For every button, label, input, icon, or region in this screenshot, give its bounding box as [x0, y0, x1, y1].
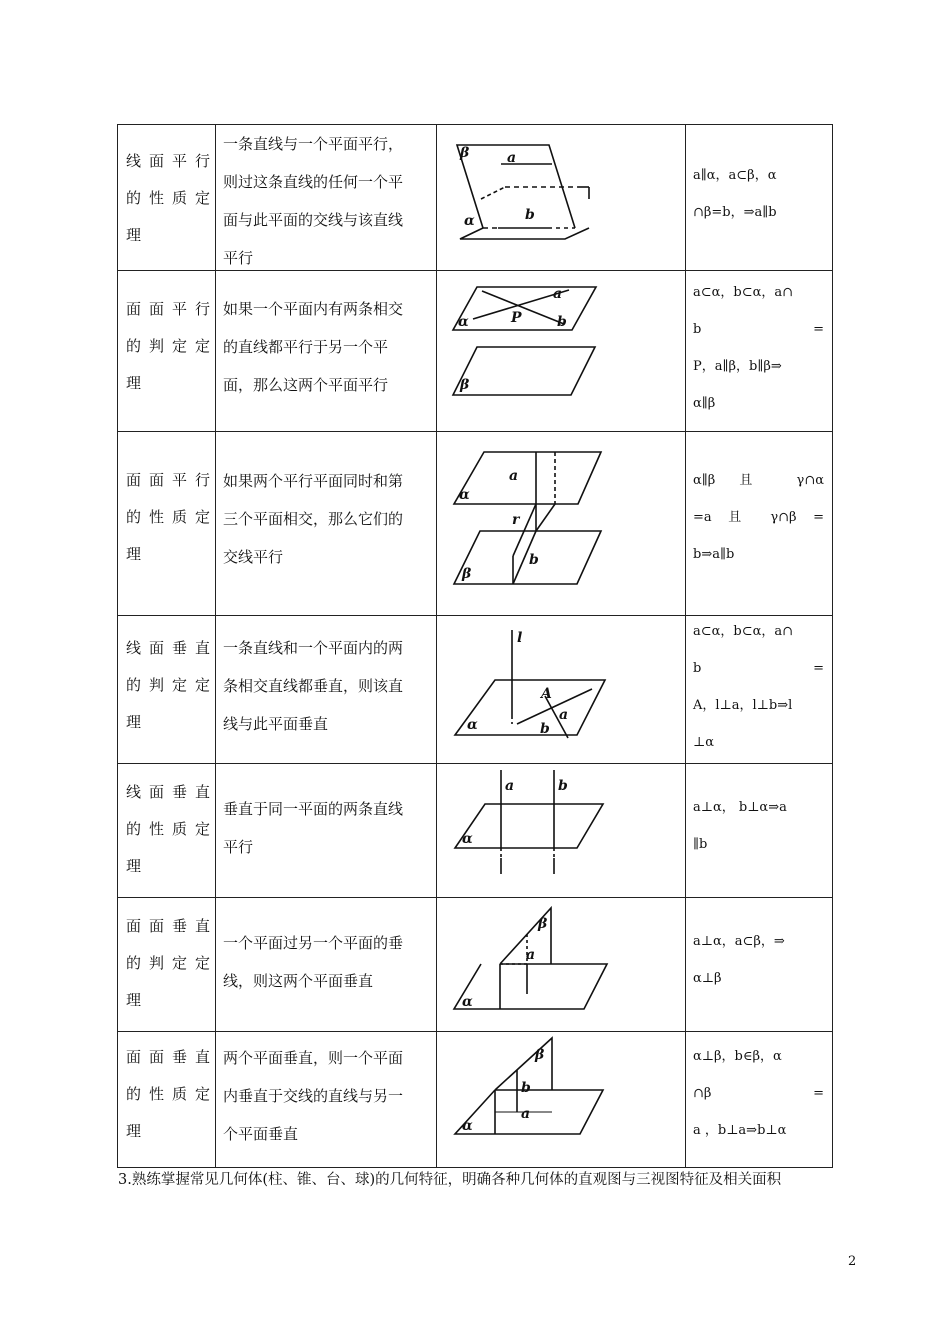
theorem-description-cell: 垂直于同一平面的两条直线 平行: [216, 764, 437, 898]
theorem-figure-cell: [437, 271, 685, 432]
theorem-name-cell: 面面垂直 的判定定 理: [117, 898, 216, 1032]
label-b: b: [521, 1080, 531, 1096]
label-b: b: [557, 314, 567, 330]
theorem-description-cell: 一条直线和一个平面内的两 条相交直线都垂直，则该直 线与此平面垂直: [216, 616, 437, 764]
theorem-description-cell: 一条直线与一个平面平行， 则过这条直线的任何一个平 面与此平面的交线与该直线 平行: [216, 124, 437, 271]
label-r: r: [512, 512, 520, 528]
theorem-symbol-cell: a⊥α，a⊂β，⇒ α⊥β: [685, 898, 833, 1032]
label-alpha: α: [462, 994, 473, 1010]
theorem-name-cell: 面面垂直 的性质定 理: [117, 1032, 216, 1168]
label-alpha: α: [459, 487, 470, 503]
table-row: [117, 616, 833, 764]
label-b: b: [540, 721, 550, 737]
label-alpha: α: [462, 1118, 473, 1134]
label-beta: β: [460, 145, 470, 161]
theorem-symbol-cell: a⊂α，b⊂α，a∩ b = A，l⊥a，l⊥b⇒l ⊥α: [685, 616, 833, 764]
plane-plane-parallel-property-figure: [437, 432, 685, 616]
theorem-figure-cell: [437, 898, 685, 1032]
theorem-description-cell: 两个平面垂直，则一个平面 内垂直于交线的直线与另一 个平面垂直: [216, 1032, 437, 1168]
theorem-figure-cell: [437, 764, 685, 898]
theorem-figure-cell: [437, 1032, 685, 1168]
line-plane-parallel-property-figure: [437, 125, 685, 272]
label-A: A: [541, 686, 552, 702]
table-row: [117, 124, 833, 271]
label-a: a: [507, 150, 517, 166]
theorem-name-cell: 线面垂直 的性质定 理: [117, 764, 216, 898]
theorem-description-cell: 一个平面过另一个平面的垂 线，则这两个平面垂直: [216, 898, 437, 1032]
label-a: a: [559, 707, 569, 723]
theorem-name-cell: 面面平行 的判定定 理: [117, 271, 216, 432]
label-beta: β: [535, 1047, 545, 1063]
label-b: b: [529, 552, 539, 568]
theorem-symbol-cell: a∥α，a⊂β，α ∩β=b，⇒a∥b: [685, 124, 833, 271]
label-a: a: [526, 947, 536, 963]
theorem-symbol-cell: a⊥α， b⊥α⇒a ∥b: [685, 764, 833, 898]
theorem-symbol-cell: α∥β 且 γ∩α =a 且 γ∩β = b⇒a∥b: [685, 432, 833, 616]
label-b: b: [525, 207, 535, 223]
theorem-name-cell: 线面垂直 的判定定 理: [117, 616, 216, 764]
theorem-description-cell: 如果两个平行平面同时和第 三个平面相交，那么它们的 交线平行: [216, 432, 437, 616]
theorem-figure-cell: [437, 432, 685, 616]
label-alpha: α: [464, 213, 475, 229]
table-row: [117, 271, 833, 432]
label-l: l: [517, 630, 523, 646]
label-b: b: [558, 778, 568, 794]
line-plane-perpendicular-property-figure: [437, 764, 685, 898]
table-row: [117, 898, 833, 1032]
section-text: 3.熟练掌握常见几何体(柱、锥、台、球)的几何特征，明确各种几何体的直观图与三视图特征及相关面积: [118, 1172, 782, 1188]
label-p: P: [511, 310, 522, 326]
label-alpha: α: [462, 831, 473, 847]
label-a: a: [521, 1106, 531, 1122]
table-row: [117, 764, 833, 898]
label-a: a: [509, 468, 519, 484]
label-beta: β: [462, 566, 472, 582]
label-a: a: [505, 778, 515, 794]
plane-plane-parallel-criterion-figure: [437, 271, 685, 432]
theorem-figure-cell: [437, 124, 685, 271]
table-row: [117, 432, 833, 616]
theorem-name-cell: 线面平行 的性质定 理: [117, 124, 216, 271]
theorem-symbol-cell: a⊂α，b⊂α，a∩ b = P，a∥β，b∥β⇒ α∥β: [685, 271, 833, 432]
plane-plane-perpendicular-criterion-figure: [437, 898, 685, 1032]
label-alpha: α: [467, 717, 478, 733]
label-a: a: [553, 286, 563, 302]
plane-plane-perpendicular-property-figure: [437, 1032, 685, 1168]
line-plane-perpendicular-criterion-figure: [437, 616, 685, 764]
theorem-symbol-cell: α⊥β，b∈β，α ∩β = a ，b⊥a⇒b⊥α: [685, 1032, 833, 1168]
theorem-table: [117, 124, 833, 1168]
table-row: [117, 1032, 833, 1168]
theorem-description-cell: 如果一个平面内有两条相交 的直线都平行于另一个平 面，那么这两个平面平行: [216, 271, 437, 432]
theorem-name-cell: 面面平行 的性质定 理: [117, 432, 216, 616]
page-number: 2: [848, 1254, 857, 1269]
label-beta: β: [538, 916, 548, 932]
label-alpha: α: [458, 314, 469, 330]
label-beta: β: [460, 377, 470, 393]
theorem-figure-cell: [437, 616, 685, 764]
